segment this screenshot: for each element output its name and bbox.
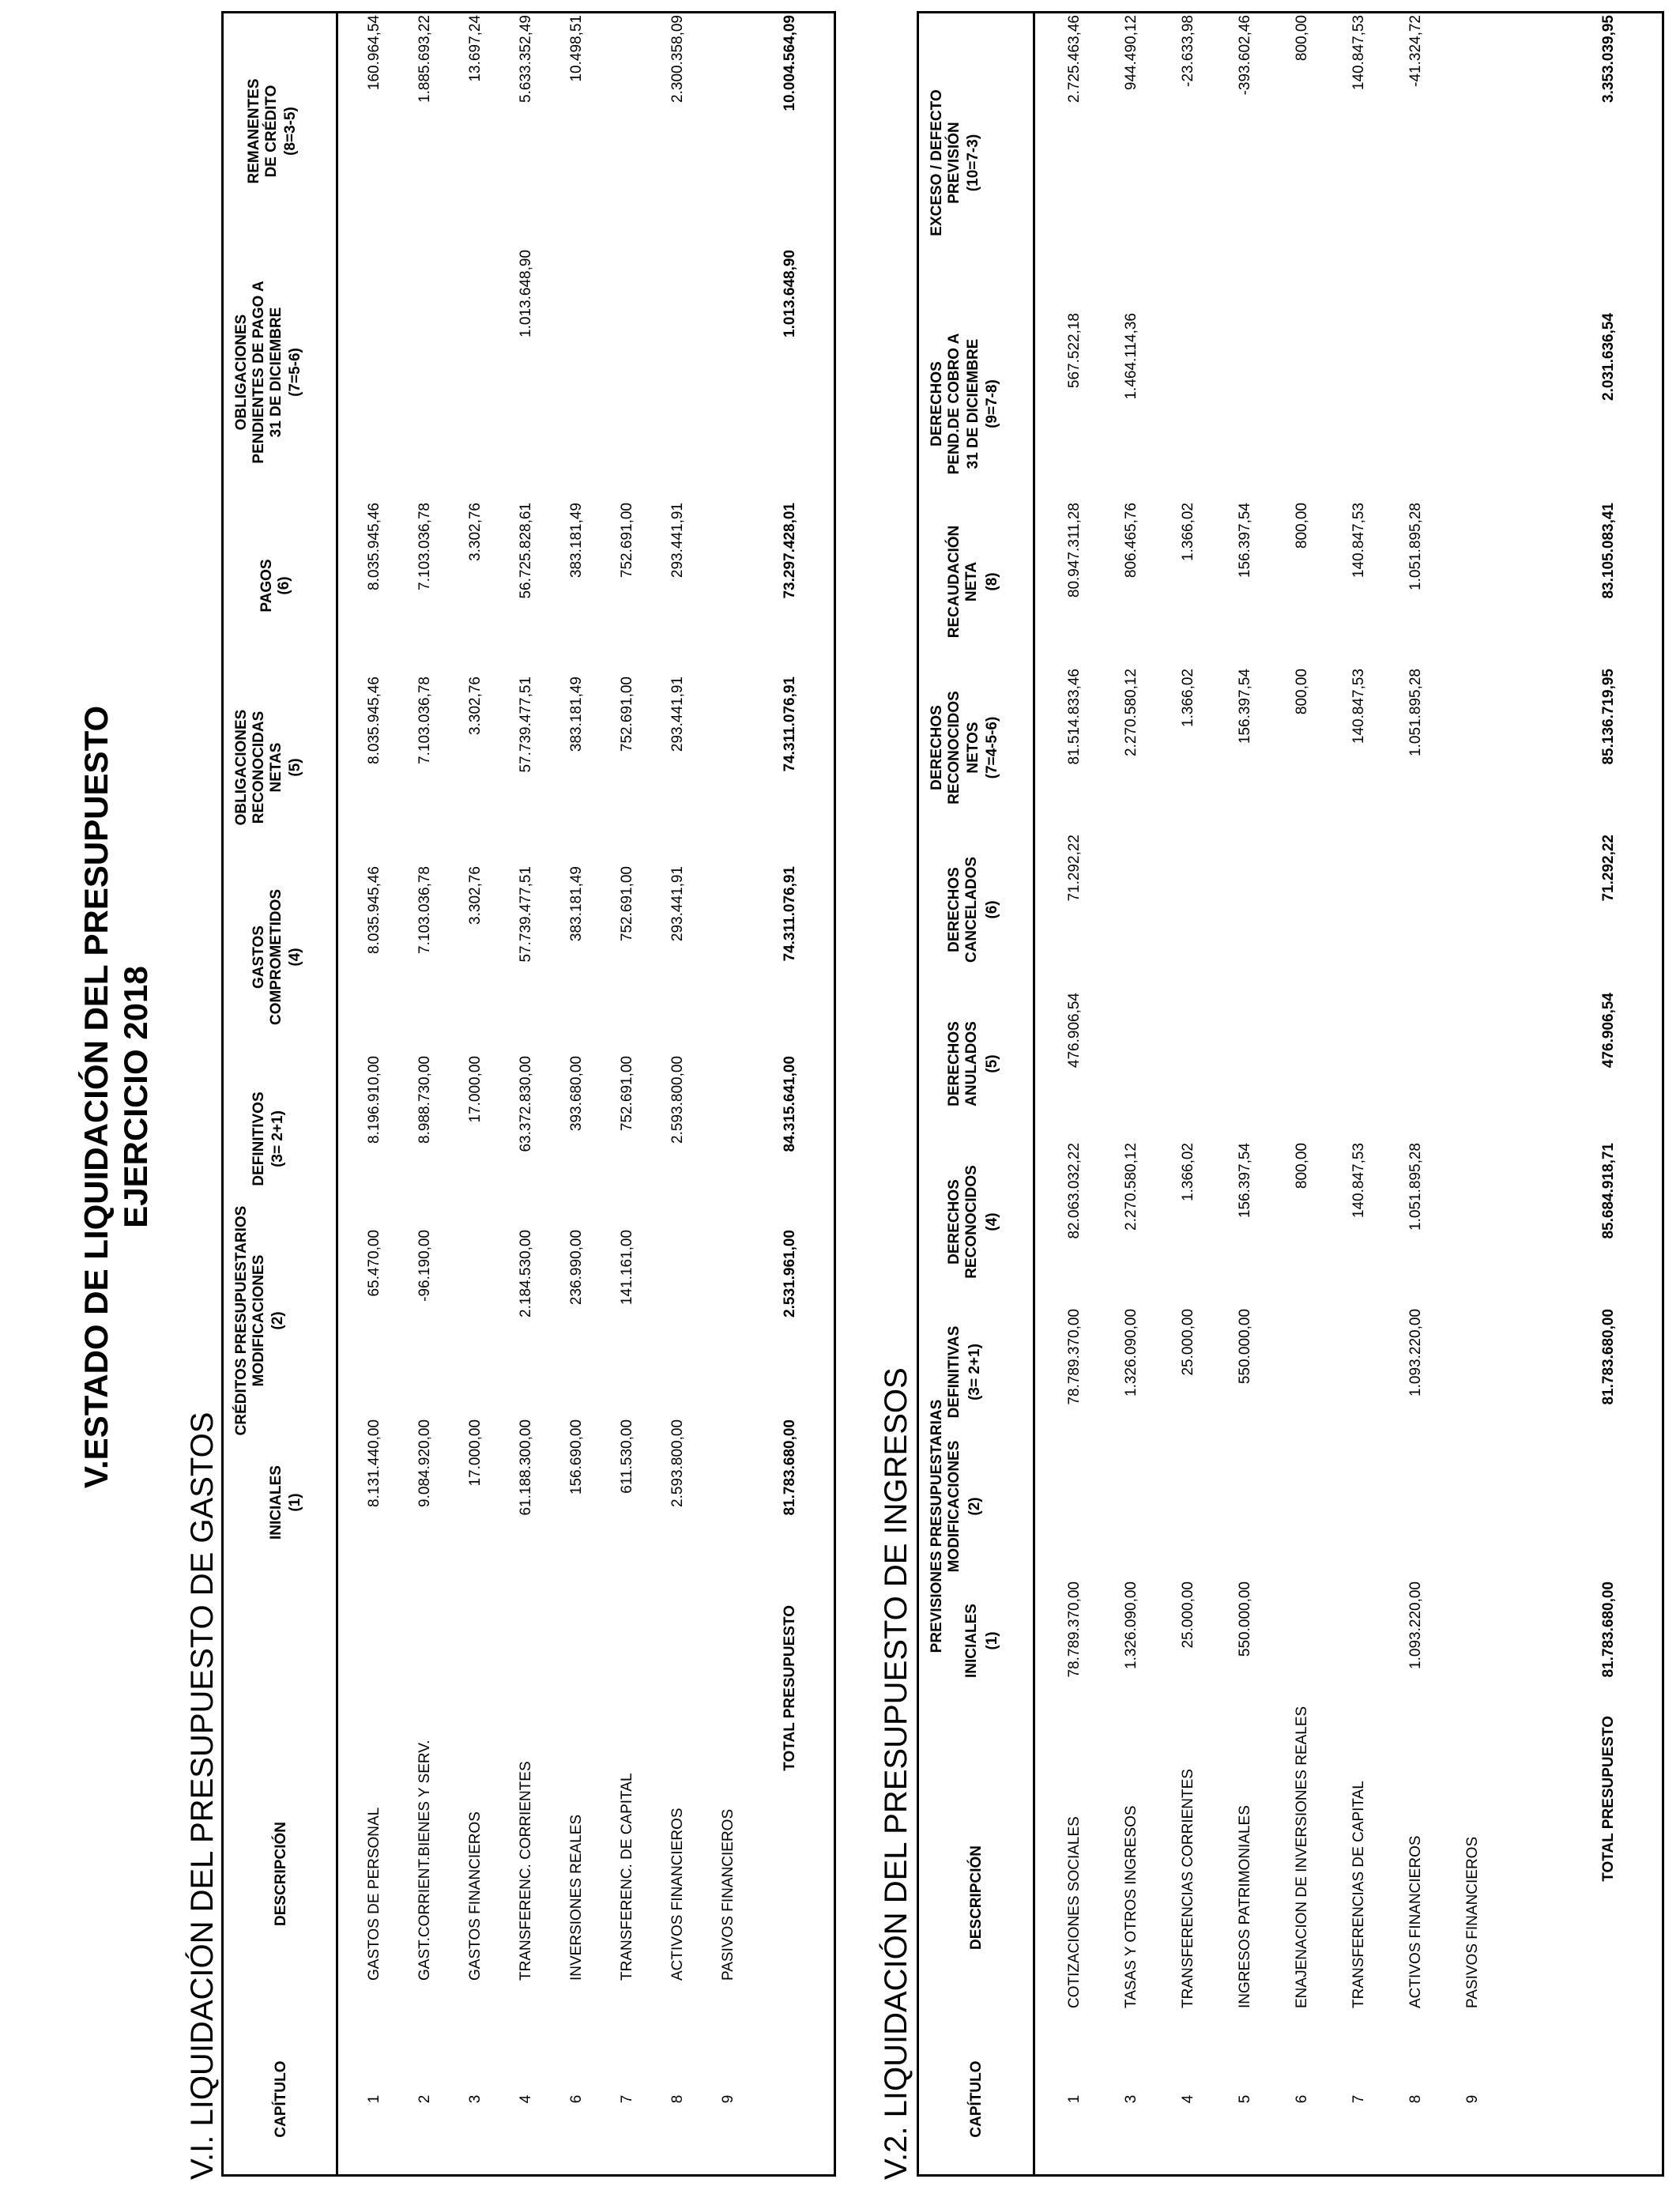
obligaciones-cell: 57.739.477,51 xyxy=(518,677,534,773)
netos-cell: 800,00 xyxy=(1294,669,1310,715)
comprometidos-cell: 293.441,91 xyxy=(669,866,686,942)
header-pendientes-3: 31 DE DICIEMBRE xyxy=(268,307,284,438)
header-cancelados-2: CANCELADOS xyxy=(963,856,980,963)
total-label: TOTAL PRESUPUESTO xyxy=(1600,1716,1617,1882)
pagos-cell: 293.441,91 xyxy=(669,503,686,579)
header-comprometidos-1: GASTOS xyxy=(250,925,267,989)
total-netos-cell: 85.136.719,95 xyxy=(1600,669,1617,765)
header-cancelados-n: (6) xyxy=(984,900,1000,919)
header-definitivos: DEFINITIVOS xyxy=(250,1091,267,1186)
iniciales-cell: 9.084.920,00 xyxy=(416,1419,433,1507)
obligaciones-cell: 7.103.036,78 xyxy=(416,677,433,764)
netos-cell: 1.366,02 xyxy=(1180,669,1196,727)
netos-cell: 140.847,53 xyxy=(1350,669,1367,745)
header-modificaciones-n: (2) xyxy=(966,1497,983,1516)
definitivos-cell: 8.196.910,00 xyxy=(366,1056,382,1144)
ingresos-section-title: V.2. LIQUIDACIÓN DEL PRESUPUESTO DE INGRESOS xyxy=(879,1367,913,2180)
descripcion-cell: TASAS Y OTROS INGRESOS xyxy=(1123,1805,1139,2008)
exceso-cell: -41.324,72 xyxy=(1407,15,1424,87)
header-anulados-2: ANULADOS xyxy=(963,1021,980,1106)
pagos-cell: 7.103.036,78 xyxy=(416,503,433,590)
reconocidos-cell: 82.063.032,22 xyxy=(1066,1143,1083,1239)
iniciales-cell: 8.131.440,00 xyxy=(366,1419,382,1507)
total-definitivas-cell: 81.783.680,00 xyxy=(1600,1309,1617,1405)
capitulo-cell: 7 xyxy=(619,2094,635,2104)
exceso-cell: 2.725.463,46 xyxy=(1066,15,1083,103)
definitivos-cell: 8.988.730,00 xyxy=(416,1056,433,1144)
total-pendientes-cell: 1.013.648,90 xyxy=(782,250,798,337)
descripcion-cell: TRANSFERENCIAS DE CAPITAL xyxy=(1350,1781,1367,2008)
remanentes-cell: 160.964,54 xyxy=(366,15,382,91)
comprometidos-cell: 383.181,49 xyxy=(568,866,585,942)
header-divider xyxy=(1033,13,1035,2174)
total-remanentes-cell: 10.004.564,09 xyxy=(782,15,798,111)
header-modificaciones-n: (2) xyxy=(269,1311,286,1330)
descripcion-cell: ACTIVOS FINANCIEROS xyxy=(1407,1835,1424,2008)
descripcion-cell: TRANSFERENC. DE CAPITAL xyxy=(619,1773,635,1981)
capitulo-cell: 9 xyxy=(1464,2094,1481,2104)
header-exceso-1: EXCESO / DEFECTO xyxy=(929,89,945,236)
iniciales-cell: 17.000,00 xyxy=(467,1419,484,1487)
header-recaudacion-1: RECAUDACIÓN xyxy=(946,525,962,639)
descripcion-cell: ENAJENACION DE INVERSIONES REALES xyxy=(1294,1706,1310,2008)
descripcion-cell: ACTIVOS FINANCIEROS xyxy=(669,1808,686,1981)
recaudacion-cell: 800,00 xyxy=(1294,503,1310,549)
header-pendientes-n: (7=5-6) xyxy=(287,348,303,397)
obligaciones-cell: 8.035.945,46 xyxy=(366,677,382,764)
comprometidos-cell: 8.035.945,46 xyxy=(366,866,382,954)
descripcion-cell: TRANSFERENC. CORRIENTES xyxy=(518,1761,534,1981)
capitulo-cell: 3 xyxy=(467,2094,484,2104)
iniciales-cell: 611.530,00 xyxy=(619,1419,635,1494)
capitulo-cell: 3 xyxy=(1123,2094,1139,2104)
reconocidos-cell: 140.847,53 xyxy=(1350,1143,1367,1219)
header-pagos: PAGOS xyxy=(258,559,275,613)
header-remanentes-n: (8=3-5) xyxy=(282,107,299,156)
header-anulados-1: DERECHOS xyxy=(946,1021,962,1106)
definitivas-cell: 1.326.090,00 xyxy=(1123,1309,1139,1397)
pagos-cell: 752.691,00 xyxy=(619,503,635,579)
anulados-cell: 476.906,54 xyxy=(1066,993,1083,1069)
definitivas-cell: 1.093.220,00 xyxy=(1407,1309,1424,1397)
header-netos-1: DERECHOS xyxy=(929,705,945,790)
total-reconocidos-cell: 85.684.918,71 xyxy=(1600,1143,1617,1239)
descripcion-cell: INVERSIONES REALES xyxy=(568,1814,585,1981)
header-definitivas-n: (3= 2+1) xyxy=(966,1344,983,1400)
definitivas-cell: 550.000,00 xyxy=(1237,1309,1253,1385)
capitulo-cell: 4 xyxy=(518,2094,534,2104)
modificaciones-cell: 65.470,00 xyxy=(366,1230,382,1297)
total-recaudacion-cell: 83.105.083,41 xyxy=(1600,503,1617,599)
comprometidos-cell: 7.103.036,78 xyxy=(416,866,433,954)
header-capitulo: CAPÍTULO xyxy=(968,2060,985,2138)
page-title: V.ESTADO DE LIQUIDACIÓN DEL PRESUPUESTO xyxy=(77,705,115,1489)
total-anulados-cell: 476.906,54 xyxy=(1600,993,1617,1069)
header-pendcobro-n: (9=7-8) xyxy=(984,379,1000,428)
header-netos-n: (7=4-5-6) xyxy=(984,716,1000,779)
header-obligaciones-n: (5) xyxy=(287,758,303,777)
reconocidos-cell: 800,00 xyxy=(1294,1143,1310,1189)
definitivas-cell: 78.789.370,00 xyxy=(1066,1309,1083,1405)
definitivos-cell: 63.372.830,00 xyxy=(518,1056,534,1152)
header-obligaciones-2: RECONOCIDAS xyxy=(250,711,267,824)
capitulo-cell: 4 xyxy=(1180,2094,1196,2104)
iniciales-cell: 550.000,00 xyxy=(1237,1581,1253,1657)
capitulo-cell: 8 xyxy=(669,2094,686,2104)
capitulo-cell: 9 xyxy=(720,2094,736,2104)
netos-cell: 2.270.580,12 xyxy=(1123,669,1139,756)
header-remanentes-1: REMANENTES xyxy=(246,78,262,184)
header-exceso-2: PREVISIÓN xyxy=(946,122,962,204)
capitulo-cell: 1 xyxy=(1066,2094,1083,2104)
remanentes-cell: 10.498,51 xyxy=(568,15,585,82)
definitivas-cell: 25.000,00 xyxy=(1180,1309,1196,1376)
header-capitulo: CAPÍTULO xyxy=(273,2060,289,2138)
netos-cell: 81.514.833,46 xyxy=(1066,669,1083,765)
iniciales-cell: 25.000,00 xyxy=(1180,1581,1196,1649)
header-pendcobro-1: DERECHOS xyxy=(929,361,945,447)
definitivos-cell: 393.680,00 xyxy=(568,1056,585,1132)
header-exceso-n: (10=7-3) xyxy=(965,134,981,192)
comprometidos-cell: 3.302,76 xyxy=(467,866,484,925)
page-subtitle: EJERCICIO 2018 xyxy=(117,966,154,1228)
descripcion-cell: PASIVOS FINANCIEROS xyxy=(1464,1836,1481,2008)
pagos-cell: 8.035.945,46 xyxy=(366,503,382,590)
obligaciones-cell: 293.441,91 xyxy=(669,677,686,752)
iniciales-cell: 1.093.220,00 xyxy=(1407,1581,1424,1669)
header-netos-2: RECONOCIDOS xyxy=(946,691,962,805)
exceso-cell: 944.490,12 xyxy=(1123,15,1139,91)
capitulo-cell: 7 xyxy=(1350,2094,1367,2104)
definitivos-cell: 752.691,00 xyxy=(619,1056,635,1132)
comprometidos-cell: 752.691,00 xyxy=(619,866,635,942)
pagos-cell: 383.181,49 xyxy=(568,503,585,579)
header-divider xyxy=(336,13,338,2174)
header-descripcion: DESCRIPCIÓN xyxy=(273,1822,289,1926)
capitulo-cell: 5 xyxy=(1237,2094,1253,2104)
header-iniciales-n: (1) xyxy=(287,1493,303,1512)
remanentes-cell: 13.697,24 xyxy=(467,15,484,82)
header-modificaciones: MODIFICACIONES xyxy=(250,1254,267,1387)
pendcobro-cell: 567.522,18 xyxy=(1066,313,1083,389)
header-pendcobro-2: PEND.DE COBRO A xyxy=(946,333,962,475)
exceso-cell: 800,00 xyxy=(1294,15,1310,62)
descripcion-cell: GASTOS FINANCIEROS xyxy=(467,1811,484,1981)
header-definitivos-n: (3= 2+1) xyxy=(269,1110,286,1167)
recaudacion-cell: 140.847,53 xyxy=(1350,503,1367,579)
cancelados-cell: 71.292,22 xyxy=(1066,835,1083,902)
capitulo-cell: 8 xyxy=(1407,2094,1424,2104)
exceso-cell: -23.633,98 xyxy=(1180,15,1196,87)
descripcion-cell: COTIZACIONES SOCIALES xyxy=(1066,1816,1083,2008)
header-comprometidos-n: (4) xyxy=(287,948,303,967)
header-cancelados-1: DERECHOS xyxy=(946,867,962,952)
header-group-creditos: CRÉDITOS PRESUPUESTARIOS xyxy=(233,1205,250,1436)
total-modificaciones-cell: 2.531.961,00 xyxy=(782,1230,798,1318)
pendientes-cell: 1.013.648,90 xyxy=(518,250,534,337)
total-cancelados-cell: 71.292,22 xyxy=(1600,835,1617,902)
iniciales-cell: 156.690,00 xyxy=(568,1419,585,1495)
recaudacion-cell: 806.465,76 xyxy=(1123,503,1139,579)
header-reconocidos-1: DERECHOS xyxy=(946,1179,962,1265)
obligaciones-cell: 752.691,00 xyxy=(619,677,635,752)
header-descripcion: DESCRIPCIÓN xyxy=(968,1845,985,1950)
reconocidos-cell: 1.051.895,28 xyxy=(1407,1143,1424,1231)
total-label: TOTAL PRESUPUESTO xyxy=(782,1605,798,1771)
pendcobro-cell: 1.464.114,36 xyxy=(1123,313,1139,400)
netos-cell: 1.051.895,28 xyxy=(1407,669,1424,756)
descripcion-cell: GAST.CORRIENT.BIENES Y SERV. xyxy=(416,1740,433,1981)
total-exceso-cell: 3.353.039,95 xyxy=(1600,15,1617,103)
header-modificaciones: MODIFICACIONES xyxy=(946,1440,962,1573)
obligaciones-cell: 383.181,49 xyxy=(568,677,585,752)
modificaciones-cell: -96.190,00 xyxy=(416,1230,433,1302)
obligaciones-cell: 3.302,76 xyxy=(467,677,484,735)
header-group-previsiones: PREVISIONES PRESUPUESTARIAS xyxy=(929,1399,945,1653)
recaudacion-cell: 1.051.895,28 xyxy=(1407,503,1424,590)
header-pendientes-1: OBLIGACIONES xyxy=(233,314,250,431)
header-iniciales: INICIALES xyxy=(268,1465,284,1540)
header-definitivas: DEFINITIVAS xyxy=(946,1325,962,1419)
reconocidos-cell: 2.270.580,12 xyxy=(1123,1143,1139,1231)
remanentes-cell: 1.885.693,22 xyxy=(416,15,433,103)
header-reconocidos-2: RECONOCIDOS xyxy=(963,1165,980,1279)
iniciales-cell: 61.188.300,00 xyxy=(518,1419,534,1516)
modificaciones-cell: 236.990,00 xyxy=(568,1230,585,1306)
total-pendcobro-cell: 2.031.636,54 xyxy=(1600,313,1617,401)
descripcion-cell: TRANSFERENCIAS CORRIENTES xyxy=(1180,1769,1196,2008)
recaudacion-cell: 1.366,02 xyxy=(1180,503,1196,561)
pagos-cell: 3.302,76 xyxy=(467,503,484,561)
descripcion-cell: GASTOS DE PERSONAL xyxy=(366,1807,382,1981)
reconocidos-cell: 156.397,54 xyxy=(1237,1143,1253,1219)
total-obligaciones-cell: 74.311.076,91 xyxy=(782,677,798,772)
modificaciones-cell: 141.161,00 xyxy=(619,1230,635,1306)
modificaciones-cell: 2.184.530,00 xyxy=(518,1230,534,1318)
remanentes-cell: 5.633.352,49 xyxy=(518,15,534,103)
capitulo-cell: 6 xyxy=(1294,2094,1310,2104)
header-pendientes-2: PENDIENTES DE PAGO A xyxy=(250,281,267,464)
iniciales-cell: 2.593.800,00 xyxy=(669,1419,686,1507)
descripcion-cell: PASIVOS FINANCIEROS xyxy=(720,1808,736,1981)
header-recaudacion-n: (8) xyxy=(984,572,1000,591)
definitivos-cell: 2.593.800,00 xyxy=(669,1056,686,1144)
header-pagos-n: (6) xyxy=(276,576,292,595)
total-comprometidos-cell: 74.311.076,91 xyxy=(782,866,798,962)
capitulo-cell: 2 xyxy=(416,2094,433,2104)
gastos-section-title: V.I. LIQUIDACIÓN DEL PRESUPUESTO DE GASTOS xyxy=(185,1412,220,2180)
header-reconocidos-n: (4) xyxy=(984,1212,1000,1231)
definitivos-cell: 17.000,00 xyxy=(467,1056,484,1123)
header-iniciales-n: (1) xyxy=(984,1631,1000,1650)
exceso-cell: 140.847,53 xyxy=(1350,15,1367,91)
header-remanentes-2: DE CRÉDITO xyxy=(263,85,280,178)
ingresos-table xyxy=(917,11,1664,2177)
descripcion-cell: INGRESOS PATRIMONIALES xyxy=(1237,1805,1253,2008)
gastos-table xyxy=(221,11,836,2177)
netos-cell: 156.397,54 xyxy=(1237,669,1253,745)
pagos-cell: 56.725.828,61 xyxy=(518,503,534,599)
recaudacion-cell: 156.397,54 xyxy=(1237,503,1253,579)
iniciales-cell: 1.326.090,00 xyxy=(1123,1581,1139,1669)
header-recaudacion-2: NETA xyxy=(963,561,980,602)
header-anulados-n: (5) xyxy=(984,1054,1000,1073)
total-pagos-cell: 73.297.428,01 xyxy=(782,503,798,599)
header-netos-3: NETOS xyxy=(965,722,981,774)
header-pendcobro-3: 31 DE DICIEMBRE xyxy=(965,338,981,469)
total-definitivos-cell: 84.315.641,00 xyxy=(782,1056,798,1152)
total-iniciales-cell: 81.783.680,00 xyxy=(1600,1581,1617,1678)
comprometidos-cell: 57.739.477,51 xyxy=(518,866,534,963)
exceso-cell: -393.602,46 xyxy=(1237,15,1253,96)
header-obligaciones-1: OBLIGACIONES xyxy=(233,709,250,826)
header-comprometidos-2: COMPROMETIDOS xyxy=(268,888,284,1026)
capitulo-cell: 6 xyxy=(568,2094,585,2104)
header-iniciales: INICIALES xyxy=(963,1604,980,1678)
reconocidos-cell: 1.366,02 xyxy=(1180,1143,1196,1201)
capitulo-cell: 1 xyxy=(366,2094,382,2104)
remanentes-cell: 2.300.358,09 xyxy=(669,15,686,103)
iniciales-cell: 78.789.370,00 xyxy=(1066,1581,1083,1678)
total-iniciales-cell: 81.783.680,00 xyxy=(782,1419,798,1516)
recaudacion-cell: 80.947.311,28 xyxy=(1066,503,1083,598)
header-obligaciones-3: NETAS xyxy=(268,742,284,793)
